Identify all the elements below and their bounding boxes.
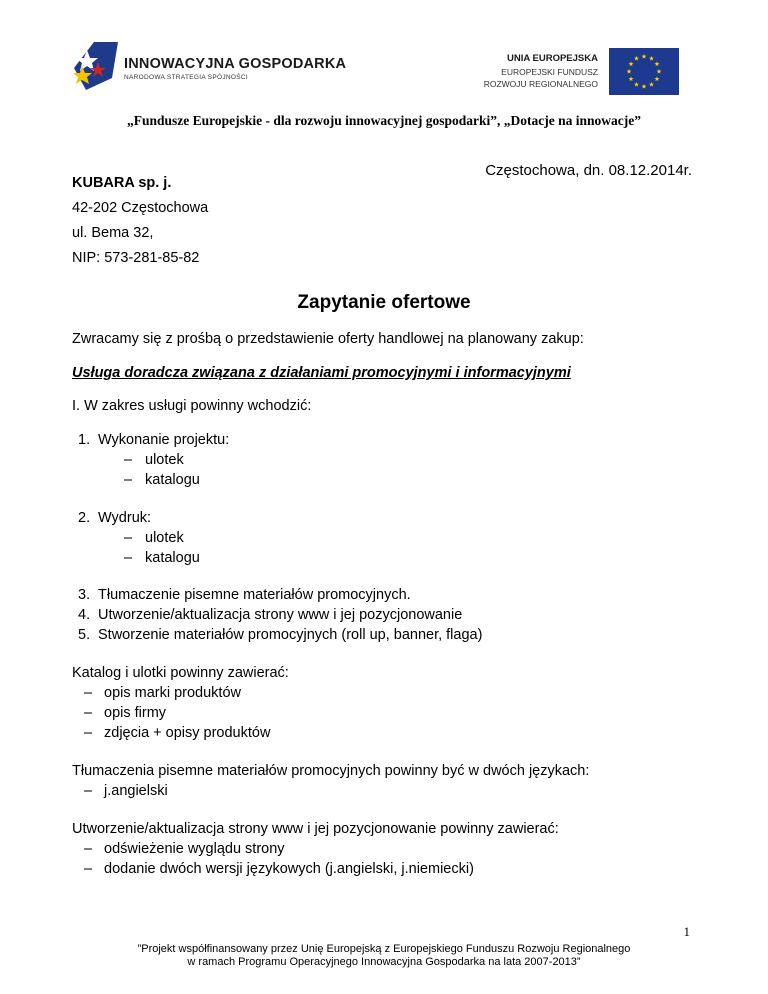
list-bullet-dash: –	[84, 725, 93, 741]
letter-date: Częstochowa, dn. 08.12.2014r.	[485, 162, 692, 179]
page-number: 1	[683, 924, 690, 939]
sub-list-item: katalogu	[145, 550, 200, 566]
innowacyjna-gospodarka-title: INNOWACYJNA GOSPODARKA	[124, 56, 347, 72]
list-item: Tłumaczenie pisemne materiałów promocyjnych.	[98, 587, 411, 603]
intro-paragraph: Zwracamy się z prośbą o przedstawienie oferty handlowej na planowany zakup:	[72, 331, 584, 347]
catalog-heading: Katalog i ulotki powinny zawierać:	[72, 665, 289, 681]
list-bullet-dash: –	[124, 550, 133, 566]
translation-item: j.angielski	[104, 783, 168, 799]
sub-list-item: ulotek	[145, 452, 184, 468]
list-item-number: 4.	[78, 607, 91, 623]
list-bullet-dash: –	[124, 530, 133, 546]
list-bullet-dash: –	[124, 452, 133, 468]
list-item: Wydruk:	[98, 510, 152, 526]
company-name: KUBARA sp. j.	[72, 175, 172, 191]
list-bullet-dash: –	[84, 705, 93, 721]
scope-heading: I. W zakres usługi powinny wchodzić:	[72, 398, 312, 414]
website-item: odświeżenie wyglądu strony	[104, 841, 285, 857]
list-item-number: 3.	[78, 587, 91, 603]
document-title: Zapytanie ofertowe	[297, 292, 471, 313]
company-nip: NIP: 573-281-85-82	[72, 250, 200, 266]
company-address-line: 42-202 Częstochowa	[72, 200, 209, 216]
list-bullet-dash: –	[124, 472, 133, 488]
footer-line: w ramach Programu Operacyjnego Innowacyjna Gospodarka na lata 2007-2013”	[187, 956, 581, 968]
list-bullet-dash: –	[84, 783, 93, 799]
list-item: Wykonanie projektu:	[98, 432, 230, 448]
list-bullet-dash: –	[84, 861, 93, 877]
eu-flag-icon	[609, 48, 679, 95]
eu-logo-line3: ROZWOJU REGIONALNEGO	[483, 79, 598, 89]
translation-heading: Tłumaczenia pisemne materiałów promocyjnych powinny być w dwóch językach:	[72, 763, 590, 779]
list-item: Utworzenie/aktualizacja strony www i jej pozycjonowanie	[98, 607, 463, 623]
programme-slogan: „Fundusze Europejskie - dla rozwoju innowacyjnej gospodarki”, „Dotacje na innowacje”	[126, 113, 642, 128]
list-bullet-dash: –	[84, 841, 93, 857]
catalog-item: opis marki produktów	[104, 685, 241, 701]
website-heading: Utworzenie/aktualizacja strony www i jej pozycjonowanie powinny zawierać:	[72, 821, 559, 837]
list-bullet-dash: –	[84, 685, 93, 701]
footer-note	[0, 943, 768, 969]
website-item: dodanie dwóch wersji językowych (j.angielski, j.niemiecki)	[104, 861, 474, 877]
eu-logo-line1: UNIA EUROPEJSKA	[507, 53, 598, 64]
list-item-number: 2.	[78, 510, 91, 526]
catalog-item: opis firmy	[104, 705, 167, 721]
catalog-item: zdjęcia + opisy produktów	[104, 725, 271, 741]
eu-logo-line2: EUROPEJSKI FUNDUSZ	[501, 66, 598, 77]
list-item-number: 5.	[78, 627, 91, 643]
sub-list-item: ulotek	[145, 530, 184, 546]
footer-line: ”Projekt współfinansowany przez Unię Europejską z Europejskiego Funduszu Rozwoju Regionalnego	[137, 943, 631, 955]
eu-logo-text	[484, 53, 598, 91]
service-title: Usługa doradcza związana z działaniami promocyjnymi i informacyjnymi	[72, 365, 571, 381]
sub-list-item: katalogu	[145, 472, 200, 488]
list-item-number: 1.	[78, 432, 91, 448]
eu-flag	[609, 48, 679, 95]
innowacyjna-gospodarka-subtitle: NARODOWA STRATEGIA SPÓJNOŚCI	[124, 74, 248, 81]
innowacyjna-gospodarka-emblem-icon	[72, 38, 124, 92]
company-address-line: ul. Bema 32,	[72, 225, 154, 241]
list-item: Stworzenie materiałów promocyjnych (roll up, banner, flaga)	[98, 627, 483, 643]
